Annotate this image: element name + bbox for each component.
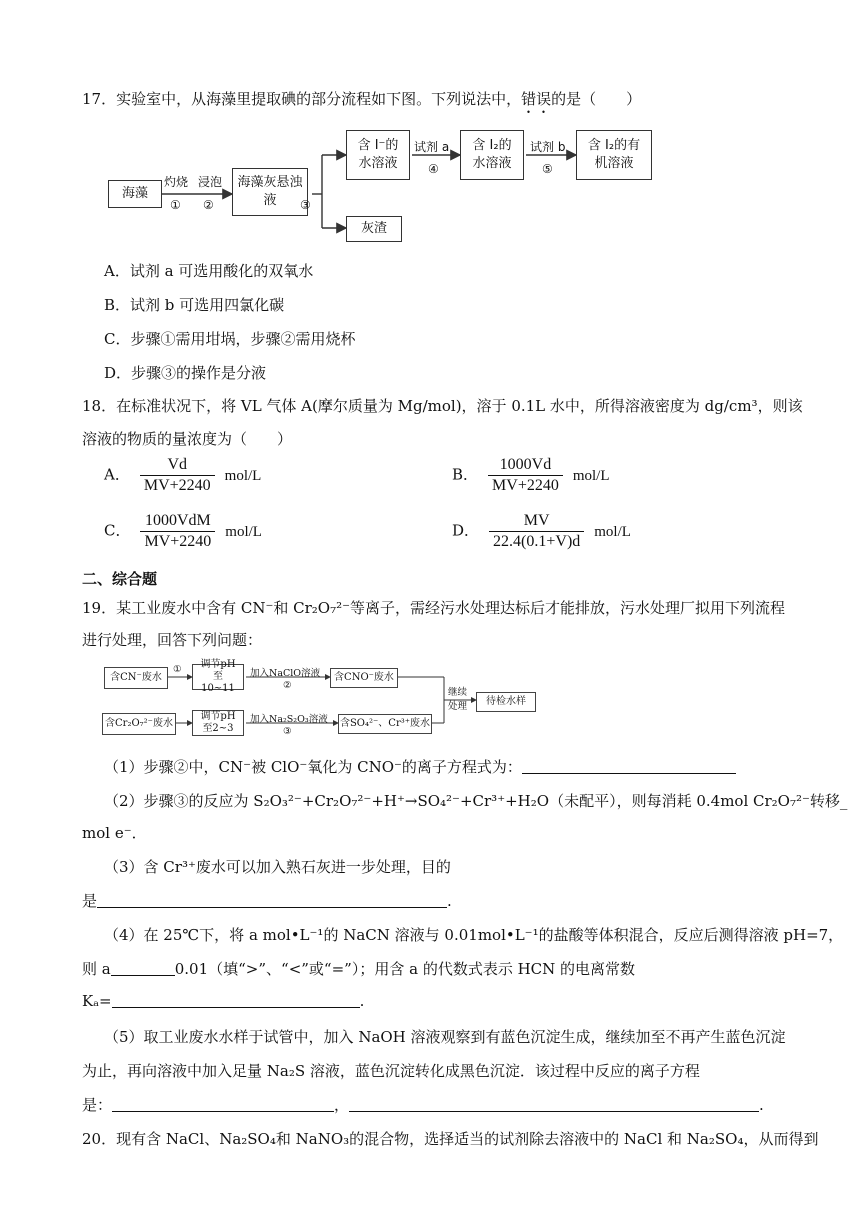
- reagent-b-label: 试剂 b: [530, 140, 566, 154]
- answer-blank-3[interactable]: [97, 893, 447, 908]
- ash-suspension-box: 海藻灰悬浊液: [232, 168, 308, 216]
- soak-label: 浸泡: [198, 175, 223, 189]
- q18-d-numerator: MV: [489, 512, 584, 532]
- q19-stem-line1: 19．某工业废水中含有 CN⁻和 Cr₂O₇²⁻等离子，需经污水处理达标后才能排放，污水处理厂拟用下列流程: [82, 599, 786, 617]
- q19-part4-line3: Kₐ= .: [82, 992, 365, 1010]
- q17-stem: 17．实验室中，从海藻里提取碘的部分流程如下图。下列说法中，错误的是（ ）: [82, 90, 642, 108]
- q19-flow-arrows: [0, 650, 860, 750]
- step4-label: ④: [428, 162, 439, 176]
- q19-part2-line2: mol e⁻．: [82, 824, 147, 842]
- step2-label: ②: [203, 198, 214, 212]
- q18-c-numerator: 1000VdM: [140, 512, 215, 532]
- iodine-solution-box: 含 I₂的水溶液: [460, 130, 524, 180]
- q19-part3-line2: 是 .: [82, 892, 452, 910]
- answer-blank-4a[interactable]: [111, 961, 175, 976]
- q17-option-d: D．步骤③的操作是分液: [104, 364, 267, 382]
- q19-step3: ③: [283, 726, 292, 737]
- q19-part5-line3: 是： ， .: [82, 1096, 764, 1114]
- add-naclo-label: 加入NaClO溶液: [250, 668, 321, 679]
- residue-box: 灰渣: [346, 216, 402, 242]
- reagent-a-label: 试剂 a: [414, 140, 450, 154]
- q18-b-denominator: MV+2240: [492, 477, 559, 494]
- q18-d-denominator: 22.4(0.1+V)d: [493, 533, 581, 550]
- cno-waste-box: 含CNO⁻废水: [330, 668, 398, 688]
- sample-box: 待检水样: [476, 692, 536, 712]
- q18-a-denominator: MV+2240: [143, 477, 211, 494]
- q19-part4-line1: （4）在 25℃下，将 a mol•L⁻¹的 NaCN 溶液与 0.01mol•L⁻¹的盐酸等体积混合，反应后测得溶液 pH=7，: [104, 926, 844, 944]
- q18-option-c: C． $\frac{\text{1000VdM}}{MV+2240}$ mol/L: [104, 512, 262, 550]
- answer-blank-4b[interactable]: [112, 993, 360, 1008]
- q18-option-d: D． $\frac{MV}{22.4(0.1+V)d}$ mol/L: [452, 512, 631, 550]
- iodide-solution-box: 含 I⁻的水溶液: [346, 130, 410, 180]
- adjust-ph-2-box: 调节pH至2~3: [192, 710, 244, 736]
- step1-label: ①: [170, 198, 181, 212]
- q18-option-a: A． $\frac{Vd}{MV+2240}$ mol/L: [104, 456, 262, 494]
- q17-emphasis: 错误: [521, 90, 552, 108]
- continue-treat-label: 继续处理: [448, 687, 468, 712]
- answer-blank-1[interactable]: [522, 759, 736, 774]
- q19-part5-line2: 为止，再向溶液中加入足量 Na₂S 溶液，蓝色沉淀转化成黑色沉淀．该过程中反应的离子方程: [82, 1062, 700, 1080]
- q17-option-a: A．试剂 a 可选用酸化的双氧水: [104, 262, 314, 280]
- q17-option-b: B．试剂 b 可选用四氯化碳: [104, 296, 285, 314]
- q19-part2-line1: （2）步骤③的反应为 S₂O₃²⁻+Cr₂O₇²⁻+H⁺→SO₄²⁻+Cr³⁺+H₂O（未配平），则每消耗 0.4mol Cr₂O₇²⁻转移_: [104, 792, 848, 810]
- seaweed-box: 海藻: [108, 180, 162, 208]
- step3-label: ③: [300, 198, 311, 212]
- q18-b-numerator: 1000Vd: [488, 456, 563, 476]
- burn-label: 灼烧: [164, 175, 189, 189]
- q17-option-c: C．步骤①需用坩埚，步骤②需用烧杯: [104, 330, 356, 348]
- q18-c-denominator: MV+2240: [144, 533, 212, 550]
- q18-option-b: B． $\frac{1000Vd}{MV+2240}$ mol/L: [452, 456, 610, 494]
- cn-waste-box: 含CN⁻废水: [104, 667, 168, 689]
- q19-part1: （1）步骤②中，CN⁻被 ClO⁻氧化为 CNO⁻的离子方程式为：: [104, 756, 736, 777]
- q19-step2: ②: [283, 680, 292, 691]
- cr-waste-box: 含Cr₂O₇²⁻废水: [102, 713, 176, 735]
- answer-blank-5a[interactable]: [112, 1097, 334, 1112]
- adjust-ph-1-box: 调节pH至10~11: [192, 664, 244, 690]
- q19-part3-line1: （3）含 Cr³⁺废水可以加入熟石灰进一步处理，目的: [104, 858, 451, 876]
- step5-label: ⑤: [542, 162, 553, 176]
- q20-stem-line1: 20．现有含 NaCl、Na₂SO₄和 NaNO₃的混合物，选择适当的试剂除去溶液中的 NaCl 和 Na₂SO₄，从而得到: [82, 1130, 819, 1148]
- q19-part4-line2: 则 a 0.01（填“>”、“<”或“=”）；用含 a 的代数式表示 HCN 的电离常数: [82, 960, 636, 978]
- q18-a-numerator: Vd: [140, 456, 215, 476]
- answer-blank-5b[interactable]: [349, 1097, 759, 1112]
- q19-stem-line2: 进行处理，回答下列问题：: [82, 631, 263, 649]
- so4-cr-waste-box: 含SO₄²⁻、Cr³⁺废水: [338, 714, 432, 734]
- q19-step1: ①: [173, 664, 182, 675]
- section-title: 二、综合题: [82, 570, 158, 588]
- q18-stem-line2: 溶液的物质的量浓度为（ ）: [82, 430, 293, 448]
- q18-stem-line1: 18．在标准状况下，将 VL 气体 A(摩尔质量为 Mg/mol)，溶于 0.1L 水中，所得溶液密度为 dg/cm³，则该: [82, 397, 803, 415]
- q19-part5-line1: （5）取工业废水水样于试管中，加入 NaOH 溶液观察到有蓝色沉淀生成，继续加至不再产生蓝色沉淀: [104, 1028, 786, 1046]
- q17-flow-arrows: [0, 0, 860, 250]
- add-na2s2o3-label: 加入Na₂S₂O₃溶液: [250, 714, 328, 725]
- organic-solution-box: 含 I₂的有机溶液: [576, 130, 652, 180]
